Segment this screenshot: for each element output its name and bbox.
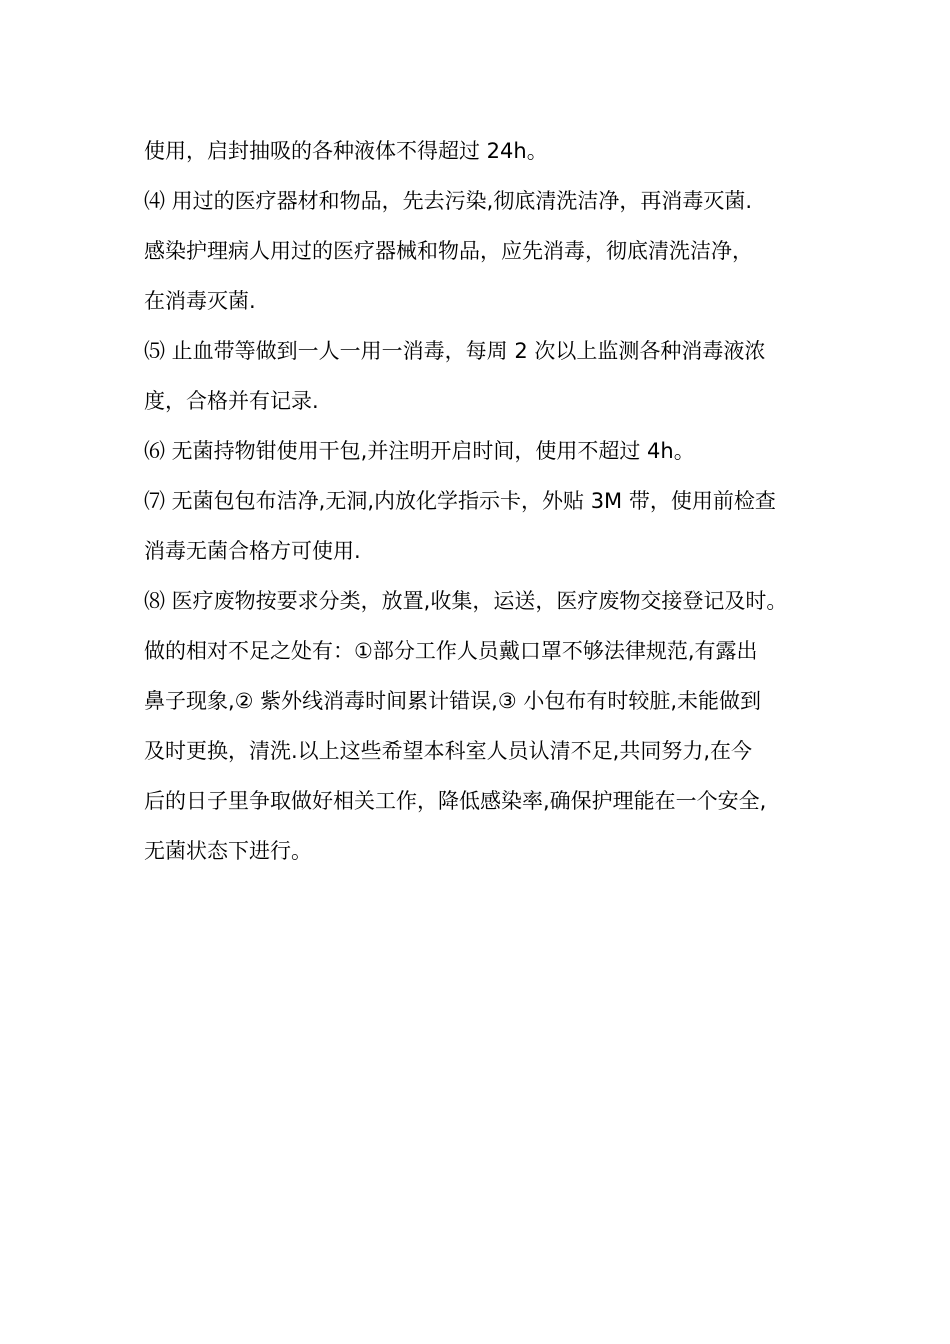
text-line: ⑻ 医疗废物按要求分类，放置,收集，运送，医疗废物交接登记及时。	[144, 589, 788, 613]
text-line: 鼻子现象,② 紫外线消毒时间累计错误,③ 小包布有时较脏,未能做到	[144, 689, 762, 713]
text-line: 做的相对不足之处有：①部分工作人员戴口罩不够法律规范,有露出	[144, 639, 758, 663]
text-line: 使用，启封抽吸的各种液体不得超过 24h。	[144, 139, 548, 163]
text-line: 后的日子里争取做好相关工作，降低感染率,确保护理能在一个安全,	[144, 789, 767, 813]
text-line: 在消毒灭菌.	[144, 289, 256, 313]
text-line: ⑹ 无菌持物钳使用干包,并注明开启时间，使用不超过 4h。	[144, 439, 695, 463]
text-line: 感染护理病人用过的医疗器械和物品，应先消毒，彻底清洗洁净，	[144, 239, 753, 263]
text-line: 消毒无菌合格方可使用.	[144, 539, 361, 563]
text-line: ⑷ 用过的医疗器材和物品，先去污染,彻底清洗洁净，再消毒灭菌.	[144, 189, 753, 213]
text-line: ⑺ 无菌包包布洁净,无洞,内放化学指示卡，外贴 3M 带，使用前检查	[144, 489, 776, 513]
document-body	[144, 130, 824, 880]
text-line: 及时更换，清洗.以上这些希望本科室人员认清不足,共同努力,在今	[144, 739, 753, 763]
text-line: 无菌状态下进行。	[144, 839, 312, 863]
text-line: 度，合格并有记录.	[144, 389, 319, 413]
text-line: ⑸ 止血带等做到一人一用一消毒，每周 2 次以上监测各种消毒液浓	[144, 339, 766, 363]
